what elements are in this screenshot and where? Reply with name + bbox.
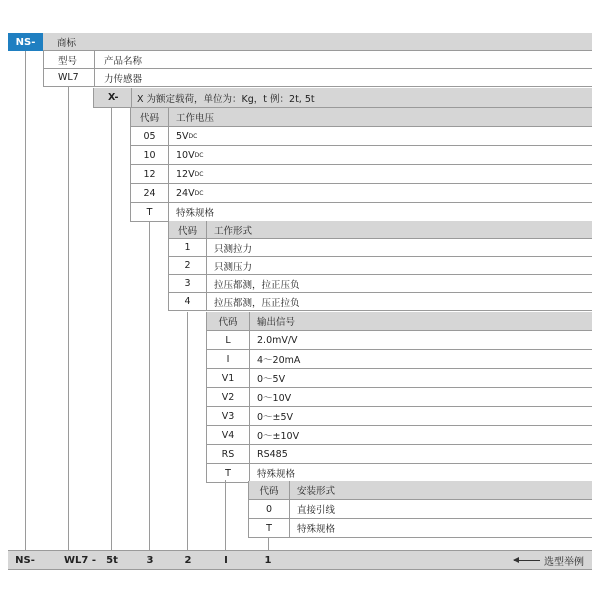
output-value xyxy=(257,350,300,368)
voltage-value-subscript: DC xyxy=(194,151,204,159)
voltage-value-text: 12V xyxy=(176,168,195,180)
capacity-code: X- xyxy=(108,92,119,103)
work_form-title: 工作形式 xyxy=(214,225,253,237)
capacity-desc: X 为额定载荷，单位为：Kg，t 例：2t, 5t xyxy=(137,93,315,105)
output-code: T xyxy=(225,467,231,479)
work_form-value xyxy=(214,293,300,310)
output-value-text: 0～±5V xyxy=(257,412,294,423)
guide-line-output xyxy=(225,480,226,550)
work_form-code: 2 xyxy=(184,260,191,271)
output-code: L xyxy=(225,334,231,346)
output-value-text: 4～20mA xyxy=(257,355,301,366)
work_form-value-text: 只测拉力 xyxy=(214,243,253,255)
work_form-header-row xyxy=(168,221,592,239)
guide-line-voltage xyxy=(149,222,150,550)
work_form-value-text: 只测压力 xyxy=(214,261,253,273)
mount-value xyxy=(297,500,335,518)
guide-line-workform xyxy=(187,312,188,550)
voltage-value-subscript: DC xyxy=(194,170,204,178)
output-row xyxy=(206,388,592,407)
trademark-row xyxy=(43,33,592,51)
arrow-left-icon xyxy=(514,560,540,561)
output-code: V1 xyxy=(221,372,235,384)
work_form-code: 3 xyxy=(184,278,191,289)
model-code: WL7 xyxy=(58,72,79,83)
work_form-value xyxy=(214,275,300,292)
example-part-brand: NS- xyxy=(15,554,35,566)
example-caption-text: 选型举例 xyxy=(544,556,584,568)
example-part-output: I xyxy=(224,554,228,566)
work_form-value-text: 拉压都测，拉正压负 xyxy=(214,279,300,291)
voltage-value-text: 10V xyxy=(176,149,195,161)
voltage-row xyxy=(130,146,592,165)
work_form-row xyxy=(168,293,592,311)
output-row xyxy=(206,426,592,445)
voltage-code: T xyxy=(146,206,153,218)
work_form-code-header: 代码 xyxy=(177,225,197,237)
output-value-text: RS485 xyxy=(257,448,288,460)
output-code: V3 xyxy=(221,410,235,422)
model-header-row xyxy=(43,51,592,69)
work_form-code: 4 xyxy=(184,296,191,307)
output-value xyxy=(257,407,293,425)
voltage-value xyxy=(176,127,197,145)
voltage-code: 24 xyxy=(143,187,156,199)
example-part-model: WL7 - xyxy=(64,554,96,566)
guide-line-ns xyxy=(25,51,26,550)
model-name-header: 产品名称 xyxy=(104,55,143,67)
trademark-label: 商标 xyxy=(57,37,77,49)
output-row xyxy=(206,350,592,369)
output-value xyxy=(257,464,295,482)
voltage-code-header: 代码 xyxy=(139,113,159,124)
example-part-voltage: 3 xyxy=(146,554,154,566)
output-value xyxy=(257,445,288,463)
output-row xyxy=(206,369,592,388)
model-row xyxy=(43,69,592,87)
work_form-row xyxy=(168,239,592,257)
output-row xyxy=(206,445,592,464)
voltage-value-subscript: DC xyxy=(194,189,204,197)
voltage-value-text: 24V xyxy=(176,187,195,199)
work_form-value xyxy=(214,239,252,256)
mount-value-text: 直接引线 xyxy=(297,505,336,516)
voltage-row xyxy=(130,203,592,222)
guide-line-mount xyxy=(268,538,269,550)
voltage-value-subscript: DC xyxy=(188,132,198,140)
voltage-value xyxy=(176,184,203,202)
mount-code: T xyxy=(266,522,272,534)
output-code: I xyxy=(226,353,230,365)
output-value-text: 0～5V xyxy=(257,374,286,385)
voltage-value-text: 5V xyxy=(176,130,189,142)
voltage-value xyxy=(176,146,203,164)
mount-value-text: 特殊规格 xyxy=(297,524,336,535)
voltage-code: 05 xyxy=(143,130,156,142)
voltage-row xyxy=(130,127,592,146)
output-code: RS xyxy=(221,448,235,460)
voltage-row xyxy=(130,165,592,184)
brand-badge: NS- xyxy=(8,33,43,51)
example-part-capacity: 5t xyxy=(106,554,118,566)
work_form-row xyxy=(168,257,592,275)
output-value xyxy=(257,426,299,444)
output-value-text: 2.0mV/V xyxy=(257,334,298,346)
capacity-row xyxy=(93,88,592,108)
example-part-workform: 2 xyxy=(184,554,192,566)
work_form-value xyxy=(214,257,252,274)
output-value xyxy=(257,369,285,387)
output-header-row xyxy=(206,312,592,331)
output-value-text: 0～10V xyxy=(257,393,292,404)
voltage-value xyxy=(176,165,203,183)
voltage-code: 12 xyxy=(143,168,156,180)
mount-row xyxy=(248,500,592,519)
example-caption xyxy=(514,551,584,569)
mount-row xyxy=(248,519,592,538)
voltage-code: 10 xyxy=(143,149,156,161)
output-code: V2 xyxy=(221,391,235,403)
work_form-row xyxy=(168,275,592,293)
selection-example-bar xyxy=(8,550,592,570)
output-code: V4 xyxy=(221,429,235,441)
work_form-code: 1 xyxy=(184,242,191,253)
output-value xyxy=(257,331,298,349)
voltage-header-row xyxy=(130,108,592,127)
output-code-header: 代码 xyxy=(218,317,238,328)
output-value-text: 0～±10V xyxy=(257,431,300,442)
guide-line-model xyxy=(68,87,69,550)
voltage-value-text: 特殊规格 xyxy=(176,208,215,219)
model-code-header: 型号 xyxy=(58,55,78,67)
mount-code-header: 代码 xyxy=(259,486,279,497)
model-name: 力传感器 xyxy=(104,73,143,85)
output-row xyxy=(206,407,592,426)
mount-value xyxy=(297,519,335,537)
output-row xyxy=(206,331,592,350)
voltage-row xyxy=(130,184,592,203)
mount-code: 0 xyxy=(265,503,273,515)
mount-header-row xyxy=(248,481,592,500)
guide-line-capacity xyxy=(111,108,112,550)
output-value xyxy=(257,388,291,406)
voltage-value xyxy=(176,203,214,221)
voltage-title: 工作电压 xyxy=(176,113,215,124)
output-title: 输出信号 xyxy=(257,317,296,328)
work_form-value-text: 拉压都测，压正拉负 xyxy=(214,297,300,309)
mount-title: 安装形式 xyxy=(297,486,336,497)
example-part-mount: 1 xyxy=(264,554,272,566)
output-value-text: 特殊规格 xyxy=(257,469,296,480)
